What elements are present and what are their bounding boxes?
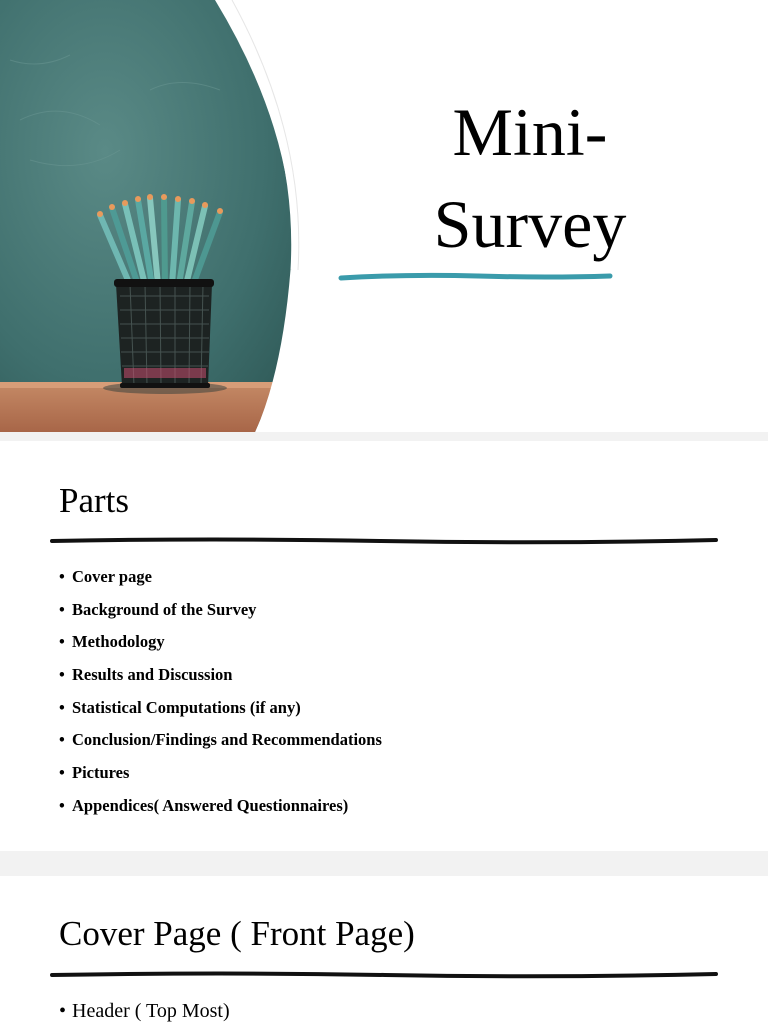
bullet-icon: • (59, 632, 65, 652)
list-item-text: Results and Discussion (72, 665, 233, 685)
title-accent-line (338, 270, 613, 284)
bullet-icon: • (59, 763, 65, 783)
list-item-text: Conclusion/Findings and Recommendations (72, 730, 382, 750)
parts-slide (0, 441, 768, 851)
title-line-2: Survey (433, 186, 627, 262)
list-item (59, 696, 382, 729)
slide-title (380, 86, 680, 270)
title-slide (0, 0, 768, 432)
section-title: Parts (59, 481, 129, 520)
list-item-text: Cover page (72, 567, 152, 586)
bullet-icon: • (59, 1000, 67, 1022)
list-item (59, 728, 382, 761)
bullet-icon: • (59, 599, 65, 619)
brush-divider (50, 969, 720, 981)
cover-page-slide (0, 876, 768, 1024)
list-item-text: Header ( Top Most) (72, 1000, 230, 1022)
list-item-text: Appendices( Answered Questionnaires) (72, 795, 349, 815)
list-item-text: Methodology (72, 632, 165, 652)
section-title: Cover Page ( Front Page) (59, 914, 415, 953)
bullet-icon: • (59, 730, 65, 750)
list-item (59, 565, 382, 598)
list-item (59, 598, 382, 631)
bullet-icon: • (59, 795, 65, 815)
parts-list (59, 565, 382, 827)
list-item-text: Pictures (72, 763, 130, 783)
pencil-cup-photo (0, 0, 300, 432)
bullet-icon: • (59, 665, 65, 685)
bullet-icon: • (59, 567, 65, 586)
list-item (59, 663, 382, 696)
bullet-icon: • (59, 697, 65, 717)
list-item (59, 630, 382, 663)
title-line-1: Mini- (452, 94, 608, 170)
brush-divider (50, 535, 720, 547)
list-item (59, 998, 230, 1024)
list-item-text: Background of the Survey (72, 599, 257, 619)
list-item-text: Statistical Computations (if any) (72, 697, 301, 717)
list-item (59, 794, 382, 827)
cover-page-list (59, 998, 230, 1024)
list-item (59, 761, 382, 794)
